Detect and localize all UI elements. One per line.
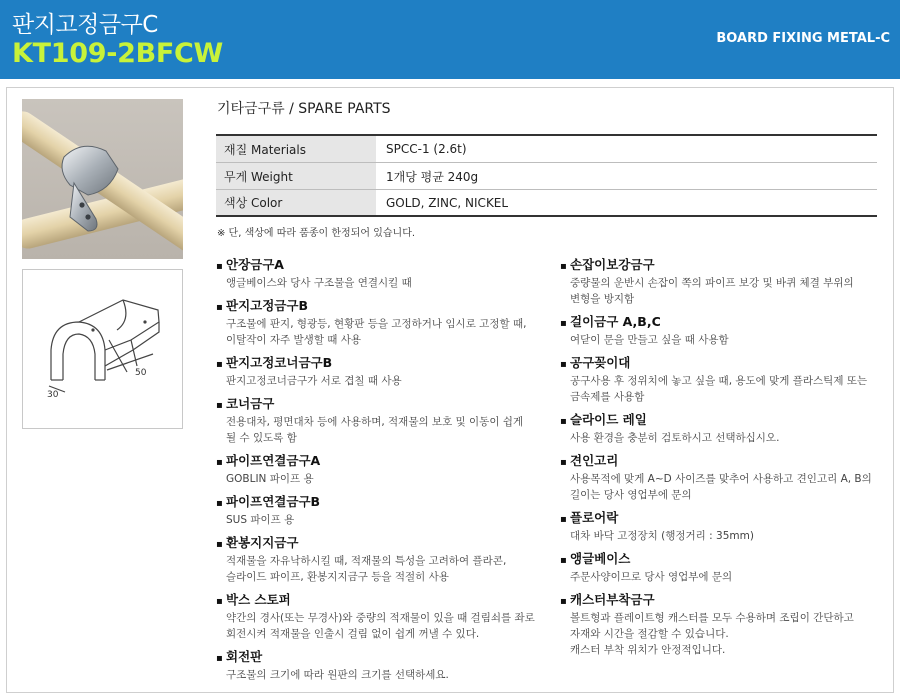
item-title: ▪ 걸이금구 A,B,C bbox=[560, 314, 885, 332]
dimension-width: 30 bbox=[47, 390, 59, 400]
item-desc: 대차 바닥 고정장치 (행정거리 : 35mm) bbox=[570, 530, 754, 542]
list-item bbox=[216, 355, 546, 389]
list-item bbox=[216, 592, 546, 642]
item-desc: 공구사용 후 정위치에 놓고 싶을 때, 용도에 맞게 플라스틱제 또는 금속제를 사용함 bbox=[570, 375, 868, 403]
item-desc: 사용 환경을 충분히 검토하시고 선택하십시오. bbox=[570, 432, 780, 444]
parts-list-left bbox=[216, 257, 546, 690]
item-title: ▪ 안장금구A bbox=[216, 257, 546, 275]
item-desc: 약간의 경사(또는 무경사)와 중량의 적재물이 있을 때 걸림쇠를 좌로 회전시켜 적재물을 인출시 걸림 없이 쉽게 꺼낼 수 있다. bbox=[226, 612, 535, 640]
technical-drawing bbox=[22, 269, 183, 429]
item-desc: 구조물의 크기에 따라 원판의 크기를 선택하세요. bbox=[226, 669, 449, 681]
list-item bbox=[216, 453, 546, 487]
item-desc: 구조물에 판지, 형광등, 현황판 등을 고정하거나 임시로 고정할 때, 이탈작이 자주 발생할 때 사용 bbox=[226, 318, 527, 346]
list-item bbox=[560, 355, 885, 405]
dimension-length: 50 bbox=[135, 368, 147, 378]
item-title: ▪ 앵글베이스 bbox=[560, 551, 885, 569]
item-desc: 중량물의 운반시 손잡이 쪽의 파이프 보강 및 바퀴 체결 부위의 변형을 방지함 bbox=[570, 277, 854, 305]
item-title: ▪ 판지고정코너금구B bbox=[216, 355, 546, 373]
spec-row-materials bbox=[216, 136, 877, 163]
list-item bbox=[216, 396, 546, 446]
item-title: ▪ 박스 스토퍼 bbox=[216, 592, 546, 610]
item-title: ▪ 파이프연결금구A bbox=[216, 453, 546, 471]
item-title: ▪ 슬라이드 레일 bbox=[560, 412, 885, 430]
list-item bbox=[216, 298, 546, 348]
item-desc: 여닫이 문을 만들고 싶을 때 사용함 bbox=[570, 334, 729, 346]
item-title: ▪ 환봉지지금구 bbox=[216, 535, 546, 553]
list-item bbox=[216, 494, 546, 528]
list-item bbox=[216, 649, 546, 683]
list-item bbox=[560, 551, 885, 585]
spec-value: SPCC-1 (2.6t) bbox=[386, 142, 467, 156]
item-desc: GOBLIN 파이프 용 bbox=[226, 473, 314, 485]
list-item bbox=[560, 592, 885, 658]
product-name: 판지고정금구C bbox=[12, 12, 158, 38]
list-item bbox=[216, 535, 546, 585]
spec-label: 색상 Color bbox=[216, 190, 376, 215]
item-title: ▪ 손잡이보강금구 bbox=[560, 257, 885, 275]
list-item bbox=[560, 412, 885, 446]
item-title: ▪ 공구꽂이대 bbox=[560, 355, 885, 373]
list-item bbox=[560, 257, 885, 307]
item-desc: 적재물을 자유낙하시킬 때, 적재물의 특성을 고려하여 플라콘, 슬라이드 파이프, 환봉지지금구 등을 적절히 사용 bbox=[226, 555, 507, 583]
page-header bbox=[0, 0, 900, 79]
spec-row-weight bbox=[216, 163, 877, 190]
item-title: ▪ 회전판 bbox=[216, 649, 546, 667]
product-code: KT109-2BFCW bbox=[12, 38, 224, 69]
parts-list-right bbox=[560, 257, 885, 665]
item-title: ▪ 견인고리 bbox=[560, 453, 885, 471]
spec-value: 1개당 평균 240g bbox=[386, 169, 479, 184]
item-desc: 앵글베이스와 당사 구조물을 연결시킬 때 bbox=[226, 277, 412, 289]
spec-label: 무게 Weight bbox=[216, 163, 376, 189]
item-desc: 사용목적에 맞게 A~D 사이즈를 맞추어 사용하고 견인고리 A, B의 길이는 당사 영업부에 문의 bbox=[570, 473, 872, 501]
list-item bbox=[560, 314, 885, 348]
spec-table bbox=[216, 134, 877, 217]
item-title: ▪ 코너금구 bbox=[216, 396, 546, 414]
list-item bbox=[560, 453, 885, 503]
product-name-english: BOARD FIXING METAL-C bbox=[716, 31, 890, 46]
spec-note: ※ 단, 색상에 따라 품종이 한정되어 있습니다. bbox=[217, 228, 416, 239]
section-title: 기타금구류 / SPARE PARTS bbox=[217, 101, 391, 117]
item-desc: 판지고정코너금구가 서로 겹칠 때 사용 bbox=[226, 375, 402, 387]
item-title: ▪ 캐스터부착금구 bbox=[560, 592, 885, 610]
item-desc: SUS 파이프 용 bbox=[226, 514, 295, 526]
item-desc: 전용대차, 평면대차 등에 사용하며, 적재물의 보호 및 이동이 쉽게 될 수 있도록 함 bbox=[226, 416, 524, 444]
item-desc: 볼트형과 플레이트형 캐스터를 모두 수용하며 조립이 간단하고 자재와 시간을 절감할 수 있습니다. 캐스터 부착 위치가 안정적입니다. bbox=[570, 612, 854, 656]
list-item bbox=[560, 510, 885, 544]
item-desc: 주문사양이므로 당사 영업부에 문의 bbox=[570, 571, 733, 583]
spec-value: GOLD, ZINC, NICKEL bbox=[386, 195, 509, 210]
product-photo bbox=[22, 99, 183, 259]
list-item bbox=[216, 257, 546, 291]
item-title: ▪ 파이프연결금구B bbox=[216, 494, 546, 512]
spec-label: 재질 Materials bbox=[216, 136, 376, 162]
item-title: ▪ 판지고정금구B bbox=[216, 298, 546, 316]
spec-row-color bbox=[216, 190, 877, 217]
item-title: ▪ 플로어락 bbox=[560, 510, 885, 528]
